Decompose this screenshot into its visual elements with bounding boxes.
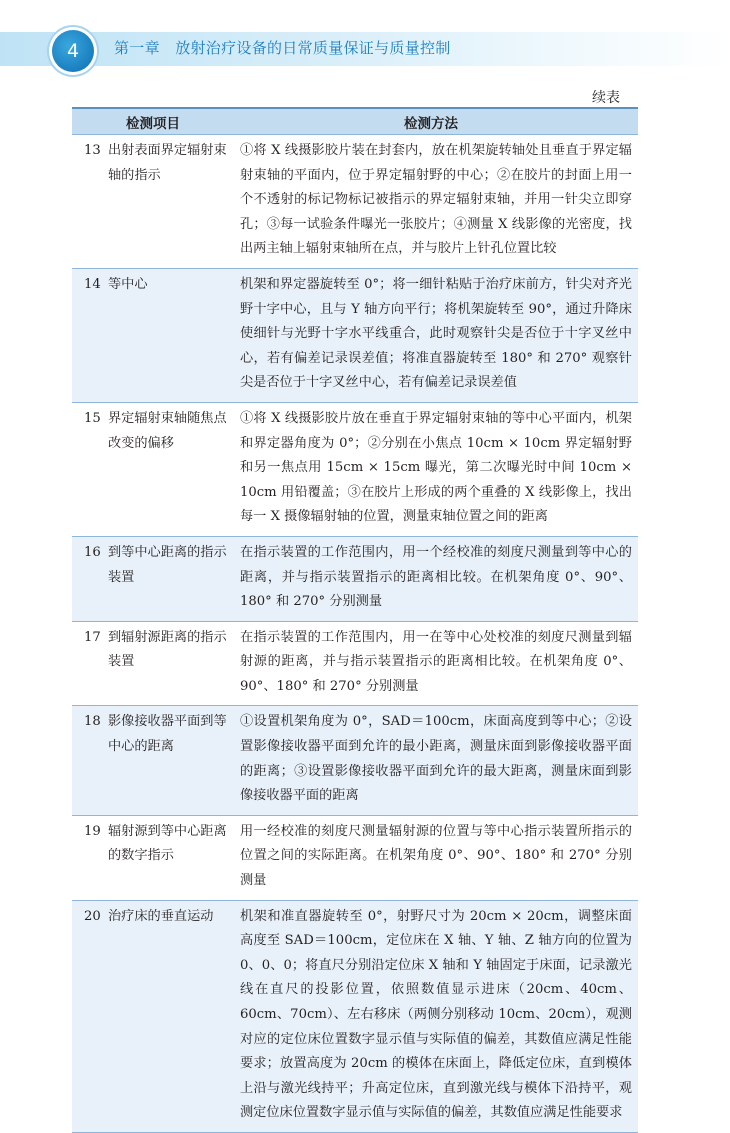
header-item: 检测项目 [126, 115, 180, 132]
page-number: 4 [66, 40, 80, 62]
table-row [72, 622, 638, 707]
table-row [72, 537, 638, 622]
row-item: 到辐射源距离的指示装置 [108, 629, 227, 670]
row-number: 18 [84, 714, 101, 730]
row-number: 15 [84, 410, 101, 426]
row-number: 19 [84, 823, 101, 839]
row-method: 在指示装置的工作范围内，用一个经校准的刻度尺测量到等中心的距离，并与指示装置指示的距离相比较。在机架角度 0°、90°、180° 和 270° 分别测量 [240, 544, 632, 610]
row-number: 16 [84, 544, 101, 560]
row-item: 出射表面界定辐射束轴的指示 [108, 143, 227, 183]
row-number: 14 [84, 276, 101, 292]
row-method: 用一经校准的刻度尺测量辐射源的位置与等中心指示装置所指示的位置之间的实际距离。在机架角度 0°、90°、180° 和 270° 分别测量 [240, 823, 632, 889]
row-method: ①设置机架角度为 0°，SAD＝100cm，床面高度到等中心；②设置影像接收器平面到允许的最小距离，测量床面到影像接收器平面的距离；③设置影像接收器平面到允许的最大距离，测量床面到影像接收器平面的距离 [240, 714, 632, 804]
table-row [72, 403, 638, 537]
row-number: 17 [84, 629, 101, 645]
table-row [72, 816, 638, 901]
row-number: 13 [84, 143, 101, 158]
row-item: 影像接收器平面到等中心的距离 [108, 714, 227, 755]
continued-label: 续表 [592, 90, 620, 106]
table-row [72, 706, 638, 815]
row-number: 20 [84, 908, 101, 924]
row-item: 等中心 [108, 276, 148, 292]
table-row [72, 269, 638, 403]
inspection-table [72, 107, 638, 1133]
table-header [72, 107, 638, 135]
row-method: 机架和界定器旋转至 0°；将一细针粘贴于治疗床前方，针尖对齐光野十字中心，且与 Y 轴方向平行；将机架旋转至 90°，通过升降床使细针与光野十字水平线重合，此时观察针尖是否位于十字叉丝中心，若有偏差记录误差值；将准直器旋转至 180° 和 270° 观察针尖是否位于十字叉丝中心，若有偏差记录误差值 [240, 276, 632, 391]
page-number-badge [52, 30, 94, 72]
row-item: 界定辐射束轴随焦点改变的偏移 [108, 410, 227, 451]
row-item: 到等中心距离的指示装置 [108, 544, 227, 585]
table-row [72, 135, 638, 269]
row-method: 在指示装置的工作范围内，用一在等中心处校准的刻度尺测量到辐射源的距离，并与指示装置指示的距离相比较。在机架角度 0°、90°、180° 和 270° 分别测量 [240, 629, 632, 694]
row-method: ①将 X 线摄影胶片放在垂直于界定辐射束轴的等中心平面内，机架和界定器角度为 0°；②分别在小焦点 10cm × 10cm 界定辐射野和另一焦点用 15cm × 15cm 曝光，第二次曝光时中间 10cm × 10cm 用铅覆盖；③在胶片上形成的两个重叠的 X 线影像上，找出每一 X 摄像辐射轴的位置，测量束轴位置之间的距离 [240, 410, 632, 525]
header-method: 检测方法 [404, 115, 458, 132]
row-item: 治疗床的垂直运动 [108, 908, 214, 924]
chapter-title: 第一章 放射治疗设备的日常质量保证与质量控制 [114, 39, 451, 57]
row-method: 机架和准直器旋转至 0°，射野尺寸为 20cm × 20cm，调整床面高度至 SAD＝100cm，定位床在 X 轴、Y 轴、Z 轴方向的位置为 0、0、0；将直尺分别沿定位床 X 轴和 Y 轴固定于床面，记录激光线在直尺的投影位置，依照数值显示进床（20cm、40cm、60cm、70cm）、左右移床（两侧分别移动 10cm、20cm），观测对应的定位床位置数字显示值与实际值的偏差，其数值应满足性能要求；放置高度为 20cm 的模体在床面上，降低定位床，直到模体上沿与激光线持平；升高定位床，直到激光线与模体下沿持平，观测定位床位置数字显示值与实际值的偏差，其数值应满足性能要求 [240, 908, 632, 1121]
table-row [72, 901, 638, 1133]
row-method: ①将 X 线摄影胶片装在封套内，放在机架旋转轴处且垂直于界定辐射束轴的平面内，位于界定辐射野的中心；②在胶片的封面上用一个不透射的标记物标记被指示的界定辐射束轴，并用一针尖立即穿孔；③每一试验条件曝光一张胶片；④测量 X 线影像的光密度，找出两主轴上辐射束轴所在点，并与胶片上针孔位置比较 [240, 143, 632, 257]
row-item: 辐射源到等中心距离的数字指示 [108, 823, 227, 864]
